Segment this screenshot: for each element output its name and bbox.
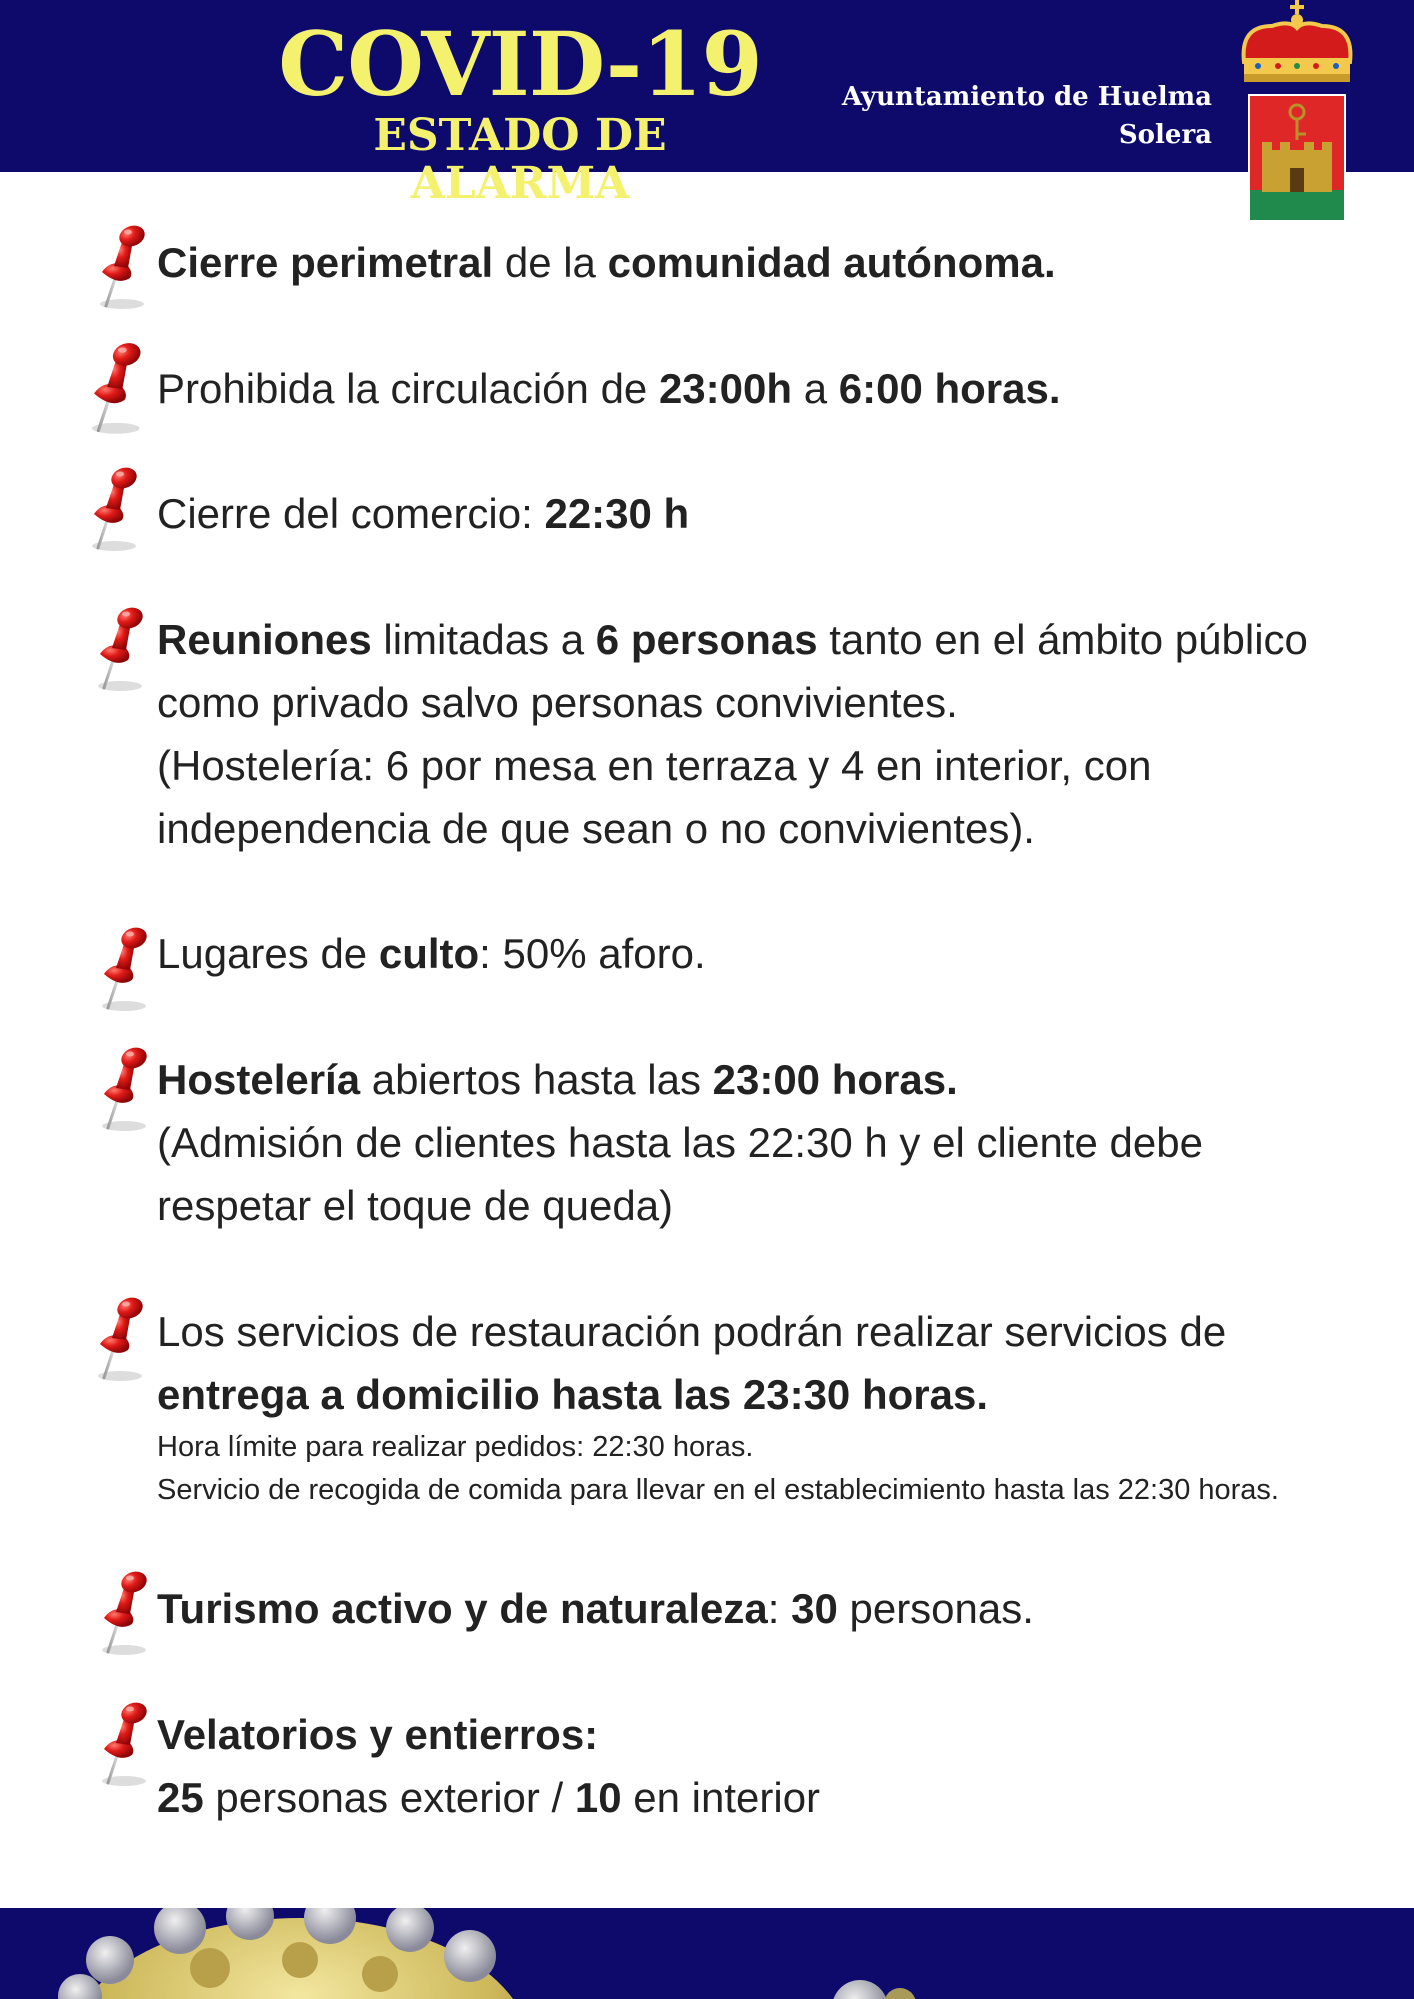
item-bold-text: 25	[157, 1774, 204, 1821]
item-text: a	[792, 365, 839, 412]
item-bold-text: 6:00 horas.	[838, 365, 1061, 412]
item-line: respetar el toque de queda)	[157, 1182, 674, 1229]
item-bold-text: 23:00h	[658, 365, 793, 412]
organization-line-2: Solera	[1118, 120, 1212, 150]
item-text: limitadas a	[371, 616, 596, 663]
pushpin-icon	[78, 337, 158, 437]
list-item	[157, 922, 1407, 985]
item-note: Servicio de recogida de comida para llevar en el establecimiento hasta las 22:30 horas.	[157, 1474, 1279, 1506]
pushpin-icon	[90, 1566, 162, 1658]
pushpin-icon	[90, 922, 162, 1014]
list-item	[157, 1048, 1407, 1237]
organization-name	[842, 78, 1212, 154]
item-text: Lugares de	[157, 930, 379, 977]
item-bold-text: 22:30 h	[544, 490, 690, 537]
item-text: en interior	[621, 1774, 821, 1821]
item-bold-text: Reuniones	[157, 616, 372, 663]
coat-of-arms-icon	[1232, 0, 1362, 236]
item-bold-text: culto	[378, 930, 480, 977]
item-text: Prohibida la circulación de	[157, 365, 659, 412]
item-note: Hora límite para realizar pedidos: 22:30 horas.	[157, 1431, 754, 1463]
footer-banner	[0, 1908, 1414, 1999]
list-item	[157, 1703, 1407, 1829]
item-bold-text: comunidad autónoma.	[607, 239, 1056, 286]
list-item	[157, 482, 1407, 545]
item-text: : 50% aforo.	[479, 930, 706, 977]
item-bold-text: Velatorios y entierros:	[157, 1711, 599, 1758]
item-line: Los servicios de restauración podrán realizar servicios de	[157, 1308, 1227, 1355]
pushpin-icon	[86, 602, 158, 694]
item-line: (Hostelería: 6 por mesa en terraza y 4 en interior, con	[157, 742, 1152, 789]
item-line	[157, 608, 1407, 671]
organization-line-1: Ayuntamiento de Huelma	[841, 82, 1212, 112]
item-text: tanto en el ámbito público	[817, 616, 1308, 663]
item-text: personas exterior /	[203, 1774, 575, 1821]
item-bold-text: Cierre perimetral	[157, 239, 494, 286]
item-bold-text: Hostelería	[157, 1056, 361, 1103]
item-line: independencia de que sean o no convivientes).	[157, 805, 1035, 852]
item-bold-text: Turismo activo y de naturaleza	[157, 1585, 768, 1632]
list-item	[157, 357, 1407, 420]
item-text: abiertos hasta las	[360, 1056, 713, 1103]
item-text: de la	[493, 239, 608, 286]
item-bold-text: 10	[574, 1774, 622, 1821]
list-item	[157, 231, 1407, 294]
item-line: (Admisión de clientes hasta las 22:30 h y el cliente debe	[157, 1119, 1203, 1166]
item-bold-text: entrega a domicilio hasta las 23:30 horas.	[157, 1371, 988, 1418]
item-bold-text: 30	[791, 1585, 838, 1632]
pushpin-icon	[88, 220, 160, 312]
pushpin-icon	[90, 1042, 162, 1134]
item-bold-text: 23:00 horas.	[712, 1056, 958, 1103]
item-text: :	[767, 1585, 792, 1632]
list-item	[157, 608, 1407, 860]
item-line	[157, 1363, 1407, 1426]
item-line	[157, 1703, 1407, 1766]
page-title: COVID-19	[278, 12, 762, 116]
item-line	[157, 1766, 1407, 1829]
page-subtitle: ESTADO DE ALARMA	[373, 110, 667, 209]
item-line: como privado salvo personas convivientes.	[157, 679, 958, 726]
item-text: personas.	[837, 1585, 1034, 1632]
pushpin-icon	[80, 462, 152, 554]
pushpin-icon	[86, 1292, 158, 1384]
item-text: Cierre del comercio:	[157, 490, 545, 537]
item-line	[157, 1048, 1407, 1111]
pushpin-icon	[90, 1697, 162, 1789]
virus-illustration-icon	[0, 1908, 1414, 1999]
list-item	[157, 1577, 1407, 1640]
item-bold-text: 6 personas	[595, 616, 818, 663]
list-item	[157, 1300, 1407, 1512]
